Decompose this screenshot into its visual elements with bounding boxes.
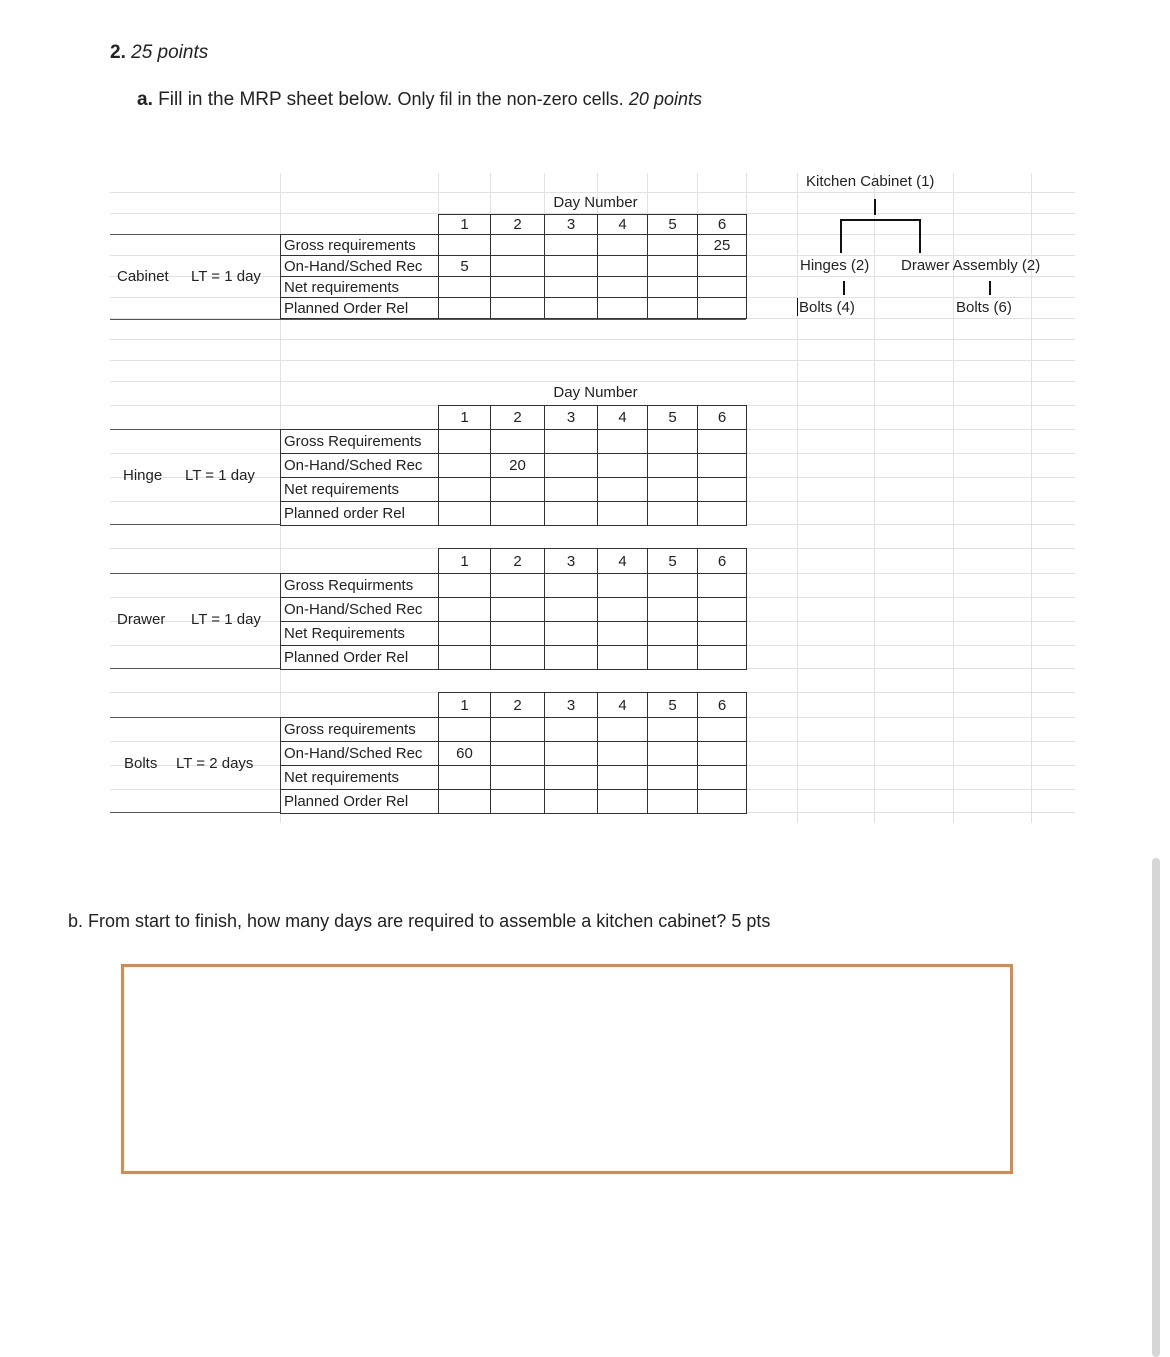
bolts-cell[interactable] [697, 789, 747, 814]
answer-box[interactable] [121, 964, 1013, 1174]
bolts-lead-time: LT = 2 days [176, 755, 254, 772]
bolts-row-label: Gross requirements [280, 717, 439, 742]
drawer-cell[interactable] [647, 621, 698, 646]
drawer-cell[interactable] [697, 645, 747, 670]
hinge-cell[interactable] [697, 501, 747, 526]
cabinet-cell[interactable]: 25 [697, 234, 747, 256]
day-number-label: Day Number [553, 194, 638, 211]
drawer-cell[interactable] [697, 621, 747, 646]
hinge-row-label: On-Hand/Sched Rec [280, 453, 439, 478]
bolts-cell[interactable] [438, 717, 491, 742]
drawer-cell[interactable] [544, 621, 598, 646]
part-a-text: Fill in the MRP sheet below. [158, 89, 393, 110]
hinge-cell[interactable] [544, 429, 598, 454]
cabinet-cell[interactable] [597, 255, 648, 277]
cabinet-cell[interactable] [544, 276, 598, 298]
part-b-prompt [68, 911, 770, 932]
hinge-row-label: Planned order Rel [280, 501, 439, 526]
hinge-cell[interactable] [647, 501, 698, 526]
bolts-cell[interactable] [647, 717, 698, 742]
part-a-instruction: Only fil in the non-zero cells. [397, 89, 624, 109]
cabinet-cell[interactable] [544, 297, 598, 319]
table-rule [110, 429, 280, 430]
question-title: 2. 25 points [110, 42, 209, 63]
drawer-day-header-4: 4 [597, 548, 648, 574]
drawer-cell[interactable] [490, 597, 545, 622]
bolts-cell[interactable] [647, 765, 698, 790]
drawer-row-label: Net Requirements [280, 621, 439, 646]
hinge-cell[interactable] [544, 453, 598, 478]
bolts-cell[interactable] [697, 765, 747, 790]
drawer-cell[interactable] [597, 645, 648, 670]
cabinet-cell[interactable] [697, 255, 747, 277]
gridline [110, 381, 1075, 382]
gridline [110, 192, 1075, 193]
cabinet-cell[interactable] [490, 255, 545, 277]
drawer-row-label: Planned Order Rel [280, 645, 439, 670]
gridline [697, 173, 698, 213]
hinge-cell[interactable] [597, 477, 648, 502]
cabinet-cell[interactable] [490, 276, 545, 298]
bolts-day-header-2: 2 [490, 692, 545, 718]
cabinet-cell[interactable] [647, 234, 698, 256]
hinge-cell[interactable] [438, 429, 491, 454]
bolts-day-header-6: 6 [697, 692, 747, 718]
bolts-day-header-3: 3 [544, 692, 598, 718]
bolts-day-header-1: 1 [438, 692, 491, 718]
bolts-cell[interactable] [490, 789, 545, 814]
bolts-day-header-5: 5 [647, 692, 698, 718]
table-rule [110, 319, 746, 320]
bom-connector [840, 219, 921, 221]
bolts-cell[interactable] [544, 789, 598, 814]
drawer-day-header-6: 6 [697, 548, 747, 574]
drawer-lead-time: LT = 1 day [191, 611, 261, 628]
hinge-cell[interactable] [597, 453, 648, 478]
bolts-cell[interactable] [647, 789, 698, 814]
hinge-cell[interactable] [647, 429, 698, 454]
cabinet-day-header-3: 3 [544, 214, 598, 235]
cabinet-cell[interactable] [697, 297, 747, 319]
gridline [110, 339, 1075, 340]
gridline [797, 173, 798, 823]
cabinet-cell[interactable] [647, 255, 698, 277]
drawer-item-name: Drawer [117, 611, 166, 628]
bolts-cell[interactable] [597, 789, 648, 814]
table-rule [110, 234, 280, 235]
cabinet-day-header-1: 1 [438, 214, 491, 235]
cabinet-day-header-4: 4 [597, 214, 648, 235]
bolts-cell[interactable] [697, 741, 747, 766]
part-a-prompt [137, 89, 702, 111]
drawer-day-header-5: 5 [647, 548, 698, 574]
cabinet-cell[interactable] [647, 297, 698, 319]
bolts-cell[interactable]: 60 [438, 741, 491, 766]
drawer-cell[interactable] [647, 573, 698, 598]
cabinet-cell[interactable] [438, 276, 491, 298]
drawer-cell[interactable] [697, 597, 747, 622]
hinge-cell[interactable] [490, 477, 545, 502]
cabinet-item-name: Cabinet [117, 268, 169, 285]
drawer-cell[interactable] [490, 621, 545, 646]
hinge-cell[interactable] [697, 453, 747, 478]
hinge-cell[interactable]: 20 [490, 453, 545, 478]
bolts-cell[interactable] [544, 765, 598, 790]
question-number: 2 [110, 42, 121, 63]
drawer-cell[interactable] [438, 645, 491, 670]
hinge-cell[interactable] [597, 501, 648, 526]
hinge-cell[interactable] [490, 501, 545, 526]
cabinet-cell[interactable] [697, 276, 747, 298]
cabinet-day-header-2: 2 [490, 214, 545, 235]
bolts-cell[interactable] [647, 741, 698, 766]
bom-connector [874, 199, 876, 215]
hinge-cell[interactable] [544, 501, 598, 526]
cabinet-cell[interactable] [490, 297, 545, 319]
hinge-cell[interactable] [697, 477, 747, 502]
part-a-points: 20 points [628, 89, 702, 109]
scrollbar[interactable] [1152, 858, 1160, 1357]
drawer-cell[interactable] [544, 597, 598, 622]
part-b-text: b. From start to finish, how many days are required to assemble a kitchen cabinet? [68, 911, 727, 931]
bolts-cell[interactable] [544, 741, 598, 766]
drawer-row-label: On-Hand/Sched Rec [280, 597, 439, 622]
hinge-cell[interactable] [597, 429, 648, 454]
bom-child-hinges: Hinges (2) [800, 257, 870, 274]
table-rule [110, 573, 280, 574]
question-points: 25 points [131, 42, 209, 63]
drawer-cell[interactable] [438, 621, 491, 646]
cabinet-cell[interactable] [597, 276, 648, 298]
bolts-row-label: Planned Order Rel [280, 789, 439, 814]
drawer-day-header-2: 2 [490, 548, 545, 574]
bolts-cell[interactable] [544, 717, 598, 742]
drawer-cell[interactable] [490, 573, 545, 598]
hinge-lead-time: LT = 1 day [185, 467, 255, 484]
hinge-cell[interactable] [647, 477, 698, 502]
bolts-cell[interactable] [597, 765, 648, 790]
bolts-row-label: On-Hand/Sched Rec [280, 741, 439, 766]
bolts-cell[interactable] [438, 789, 491, 814]
bolts-cell[interactable] [490, 765, 545, 790]
cabinet-cell[interactable] [544, 255, 598, 277]
cabinet-day-header-6: 6 [697, 214, 747, 235]
hinge-cell[interactable] [438, 453, 491, 478]
drawer-day-header-1: 1 [438, 548, 491, 574]
bolts-cell[interactable] [697, 717, 747, 742]
bolts-cell[interactable] [490, 717, 545, 742]
bolts-cell[interactable] [438, 765, 491, 790]
cabinet-cell[interactable] [438, 297, 491, 319]
bolts-day-header-4: 4 [597, 692, 648, 718]
bom-child-drawer-assembly: Drawer Assembly (2) [901, 257, 1041, 274]
day-number-label: Day Number [553, 384, 638, 401]
bom-connector [919, 219, 921, 253]
part-b-points: 5 pts [731, 911, 771, 931]
gridline [110, 360, 1075, 361]
bolts-row-label: Net requirements [280, 765, 439, 790]
bom-grandchild-bolts-4: Bolts (4) [799, 299, 855, 316]
drawer-cell[interactable] [597, 573, 648, 598]
hinge-row-label: Gross Requirements [280, 429, 439, 454]
cabinet-day-header-5: 5 [647, 214, 698, 235]
gridline [438, 173, 439, 213]
bolts-item-name: Bolts [124, 755, 158, 772]
cabinet-cell[interactable] [647, 276, 698, 298]
drawer-cell[interactable] [544, 573, 598, 598]
cabinet-cell[interactable] [544, 234, 598, 256]
drawer-cell[interactable] [438, 573, 491, 598]
drawer-day-header-3: 3 [544, 548, 598, 574]
cabinet-cell[interactable] [597, 234, 648, 256]
drawer-cell[interactable] [490, 645, 545, 670]
hinge-day-header-3: 3 [544, 405, 598, 430]
drawer-cell[interactable] [597, 621, 648, 646]
hinge-row-label: Net requirements [280, 477, 439, 502]
gridline [874, 173, 875, 823]
drawer-cell[interactable] [647, 645, 698, 670]
bom-connector [797, 298, 798, 316]
drawer-cell[interactable] [438, 597, 491, 622]
drawer-cell[interactable] [697, 573, 747, 598]
cabinet-row-label: Planned Order Rel [280, 297, 439, 319]
hinge-cell[interactable] [697, 429, 747, 454]
cabinet-lead-time: LT = 1 day [191, 268, 261, 285]
hinge-cell[interactable] [438, 501, 491, 526]
hinge-day-header-4: 4 [597, 405, 648, 430]
bom-grandchild-bolts-6: Bolts (6) [956, 299, 1012, 316]
hinge-day-header-2: 2 [490, 405, 545, 430]
gridline [746, 173, 747, 213]
bom-root-label: Kitchen Cabinet (1) [806, 173, 935, 190]
cabinet-cell[interactable]: 5 [438, 255, 491, 277]
cabinet-row-label: Net requirements [280, 276, 439, 298]
cabinet-cell[interactable] [597, 297, 648, 319]
part-a-letter: a. [137, 89, 153, 110]
drawer-row-label: Gross Requirments [280, 573, 439, 598]
cabinet-row-label: On-Hand/Sched Rec [280, 255, 439, 277]
hinge-day-header-5: 5 [647, 405, 698, 430]
hinge-cell[interactable] [490, 429, 545, 454]
bom-connector [989, 281, 991, 295]
cabinet-row-label: Gross requirements [280, 234, 439, 256]
bolts-cell[interactable] [490, 741, 545, 766]
bolts-cell[interactable] [597, 717, 648, 742]
hinge-day-header-6: 6 [697, 405, 747, 430]
cabinet-cell[interactable] [490, 234, 545, 256]
gridline [490, 173, 491, 213]
drawer-cell[interactable] [597, 597, 648, 622]
hinge-cell[interactable] [544, 477, 598, 502]
bolts-cell[interactable] [597, 741, 648, 766]
drawer-cell[interactable] [544, 645, 598, 670]
hinge-day-header-1: 1 [438, 405, 491, 430]
bom-connector [840, 219, 842, 253]
hinge-item-name: Hinge [123, 467, 163, 484]
hinge-cell[interactable] [647, 453, 698, 478]
table-rule [110, 717, 280, 718]
hinge-cell[interactable] [438, 477, 491, 502]
cabinet-cell[interactable] [438, 234, 491, 256]
drawer-cell[interactable] [647, 597, 698, 622]
bom-connector [843, 281, 845, 295]
